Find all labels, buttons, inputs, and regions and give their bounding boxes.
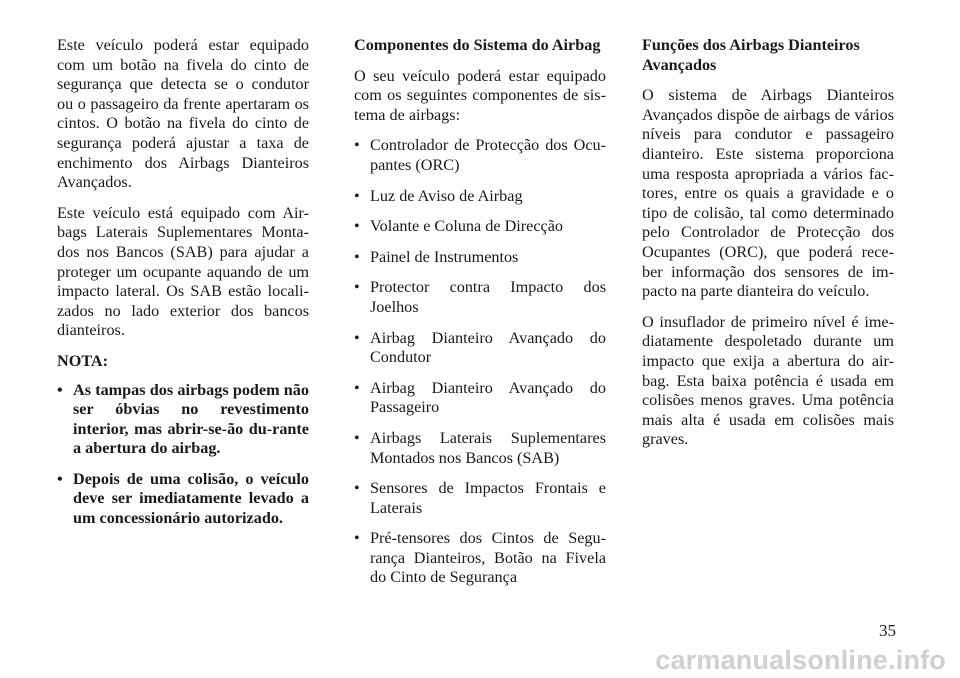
paragraph-components-intro: O seu veículo poderá estar equipado com os seguintes componentes de sis-tema de airbags: — [354, 66, 606, 124]
column-left — [57, 36, 309, 540]
watermark-text: carmanualsonline.info — [655, 645, 946, 675]
components-list — [354, 136, 606, 588]
list-item: • Pré-tensores dos Cintos de Segu-rança Dianteiros, Botão na Fivela do Cinto de Segurança — [354, 529, 606, 588]
list-item: • Protector contra Impacto dos Joelhos — [354, 278, 606, 317]
list-item: • Airbags Laterais Suplementares Montados nos Bancos (SAB) — [354, 429, 606, 468]
list-item: • Controlador de Protecção dos Ocu-pantes (ORC) — [354, 136, 606, 175]
section-heading-functions: Funções dos Airbags Dianteiros Avançados — [642, 36, 860, 74]
paragraph-seatbelt-buckle: Este veículo poderá estar equipado com um botão na fivela do cinto de segurança que detecta se o condutor ou o passageiro da frente apertaram os cintos. O botão na fivela do cinto de segurança poderá ajustar a taxa de enchimento dos Airbags Dianteiros Avançados. — [57, 36, 309, 192]
paragraph-first-stage-inflator: O insuflador de primeiro nível é ime-diatamente despoletado durante um impacto que exija a abertura do air-bag. Esta baixa potência é usada em colisões menos graves. Uma potência mais alta é usada em colisões mais graves. — [642, 312, 894, 449]
page-number: 35 — [879, 621, 896, 640]
section-heading-components: Componentes do Sistema do Airbag — [354, 36, 601, 54]
note-item: • Depois de uma colisão, o veículo deve ser imediatamente levado a um concessionário autorizado. — [57, 470, 309, 529]
list-item: • Volante e Coluna de Direcção — [354, 217, 606, 237]
note-item: • As tampas dos airbags podem não ser óbvias no revestimento interior, mas abrir-se-ão du-rante a abertura do airbag. — [57, 381, 309, 459]
list-item: • Luz de Aviso de Airbag — [354, 187, 606, 207]
list-item: • Painel de Instrumentos — [354, 248, 606, 268]
list-item: • Airbag Dianteiro Avançado do Condutor — [354, 329, 606, 368]
column-right — [642, 36, 894, 461]
list-item: • Sensores de Impactos Frontais e Laterais — [354, 479, 606, 518]
paragraph-advanced-airbags: O sistema de Airbags Dianteiros Avançados dispõe de airbags de vários níveis para condutor e passageiro dianteiro. Este sistema proporciona uma resposta apropriada a vários fac-tores, entre os quais a gravidade e o tipo de colisão, tal como determinado pelo Controlador de Protecção dos Ocupantes (ORC), que poderá rece-ber informação dos sensores de im-pacto na parte dianteira do veículo. — [642, 86, 894, 301]
note-label: NOTA: — [57, 351, 108, 370]
list-item: • Airbag Dianteiro Avançado do Passageiro — [354, 379, 606, 418]
column-middle — [354, 36, 606, 599]
note-list — [57, 381, 309, 529]
paragraph-side-airbags: Este veículo está equipado com Air-bags Laterais Suplementares Monta-dos nos Bancos (SAB) para ajudar a proteger um ocupante aquando de um impacto lateral. Os SAB estão locali-zados no lado exterior dos bancos dianteiros. — [57, 203, 309, 340]
